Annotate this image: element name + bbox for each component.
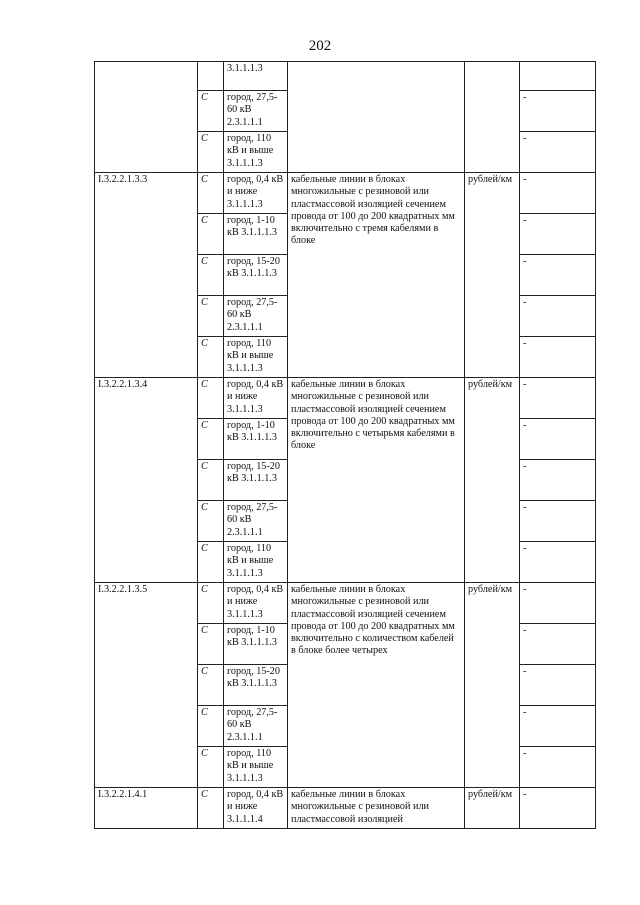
city-cell: город, 27,5-60 кВ 2.3.1.1.1	[224, 706, 288, 747]
letter-cell: С	[198, 706, 224, 747]
city-cell: 3.1.1.1.3	[224, 62, 288, 91]
letter-cell: С	[198, 747, 224, 788]
value-cell: -	[520, 296, 596, 337]
value-cell	[520, 62, 596, 91]
code-cell: I.3.2.2.1.3.4	[95, 378, 198, 583]
letter-cell: С	[198, 337, 224, 378]
city-cell: город, 1-10 кВ 3.1.1.1.3	[224, 214, 288, 255]
value-cell: -	[520, 91, 596, 132]
table-row	[95, 378, 596, 419]
table-row	[95, 583, 596, 624]
letter-cell: С	[198, 173, 224, 214]
city-cell: город, 0,4 кВ и ниже 3.1.1.1.3	[224, 173, 288, 214]
value-cell: -	[520, 132, 596, 173]
city-cell: город, 110 кВ и выше 3.1.1.1.3	[224, 542, 288, 583]
unit-cell: рублей/км	[465, 583, 520, 788]
value-cell: -	[520, 583, 596, 624]
letter-cell: С	[198, 296, 224, 337]
city-cell: город, 1-10 кВ 3.1.1.1.3	[224, 624, 288, 665]
letter-cell: С	[198, 132, 224, 173]
table-row	[95, 62, 596, 91]
city-cell: город, 27,5-60 кВ 2.3.1.1.1	[224, 91, 288, 132]
code-cell: I.3.2.2.1.4.1	[95, 788, 198, 829]
page-number: 202	[308, 38, 332, 54]
code-cell	[95, 62, 198, 173]
city-cell: город, 1-10 кВ 3.1.1.1.3	[224, 419, 288, 460]
value-cell: -	[520, 337, 596, 378]
letter-cell: С	[198, 542, 224, 583]
value-cell: -	[520, 706, 596, 747]
city-cell: город, 0,4 кВ и ниже 3.1.1.1.3	[224, 378, 288, 419]
letter-cell: С	[198, 460, 224, 501]
value-cell: -	[520, 214, 596, 255]
tariff-table	[94, 61, 596, 829]
value-cell: -	[520, 788, 596, 829]
value-cell: -	[520, 542, 596, 583]
description-cell: кабельные линии в блоках многожильные с резиновой или пластмассовой изоляцией сечением провода от 100 до 200 квадратных мм включительно с четырьмя кабелями в блоке	[288, 378, 465, 583]
city-cell: город, 15-20 кВ 3.1.1.1.3	[224, 255, 288, 296]
value-cell: -	[520, 501, 596, 542]
city-cell: город, 110 кВ и выше 3.1.1.1.3	[224, 747, 288, 788]
city-cell: город, 0,4 кВ и ниже 3.1.1.1.4	[224, 788, 288, 829]
unit-cell: рублей/км	[465, 788, 520, 829]
table-row	[95, 788, 596, 829]
value-cell: -	[520, 419, 596, 460]
city-cell: город, 110 кВ и выше 3.1.1.1.3	[224, 132, 288, 173]
unit-cell	[465, 62, 520, 173]
unit-cell: рублей/км	[465, 378, 520, 583]
description-cell: кабельные линии в блоках многожильные с резиновой или пластмассовой изоляцией сечением провода от 100 до 200 квадратных мм включительно с количеством кабелей в блоке более четырех	[288, 583, 465, 788]
city-cell: город, 27,5-60 кВ 2.3.1.1.1	[224, 501, 288, 542]
unit-cell: рублей/км	[465, 173, 520, 378]
letter-cell	[198, 62, 224, 91]
table-row	[95, 173, 596, 214]
letter-cell: С	[198, 788, 224, 829]
city-cell: город, 15-20 кВ 3.1.1.1.3	[224, 665, 288, 706]
value-cell: -	[520, 173, 596, 214]
letter-cell: С	[198, 378, 224, 419]
code-cell: I.3.2.2.1.3.5	[95, 583, 198, 788]
value-cell: -	[520, 460, 596, 501]
value-cell: -	[520, 665, 596, 706]
value-cell: -	[520, 624, 596, 665]
letter-cell: С	[198, 255, 224, 296]
description-cell: кабельные линии в блоках многожильные с резиновой или пластмассовой изоляцией сечением провода от 100 до 200 квадратных мм включительно с тремя кабелями в блоке	[288, 173, 465, 378]
letter-cell: С	[198, 624, 224, 665]
code-cell: I.3.2.2.1.3.3	[95, 173, 198, 378]
value-cell: -	[520, 255, 596, 296]
city-cell: город, 15-20 кВ 3.1.1.1.3	[224, 460, 288, 501]
letter-cell: С	[198, 501, 224, 542]
letter-cell: С	[198, 91, 224, 132]
letter-cell: С	[198, 214, 224, 255]
city-cell: город, 110 кВ и выше 3.1.1.1.3	[224, 337, 288, 378]
city-cell: город, 0,4 кВ и ниже 3.1.1.1.3	[224, 583, 288, 624]
description-cell: кабельные линии в блоках многожильные с резиновой или пластмассовой изоляцией	[288, 788, 465, 829]
letter-cell: С	[198, 583, 224, 624]
value-cell: -	[520, 747, 596, 788]
letter-cell: С	[198, 665, 224, 706]
description-cell	[288, 62, 465, 173]
value-cell: -	[520, 378, 596, 419]
city-cell: город, 27,5-60 кВ 2.3.1.1.1	[224, 296, 288, 337]
letter-cell: С	[198, 419, 224, 460]
